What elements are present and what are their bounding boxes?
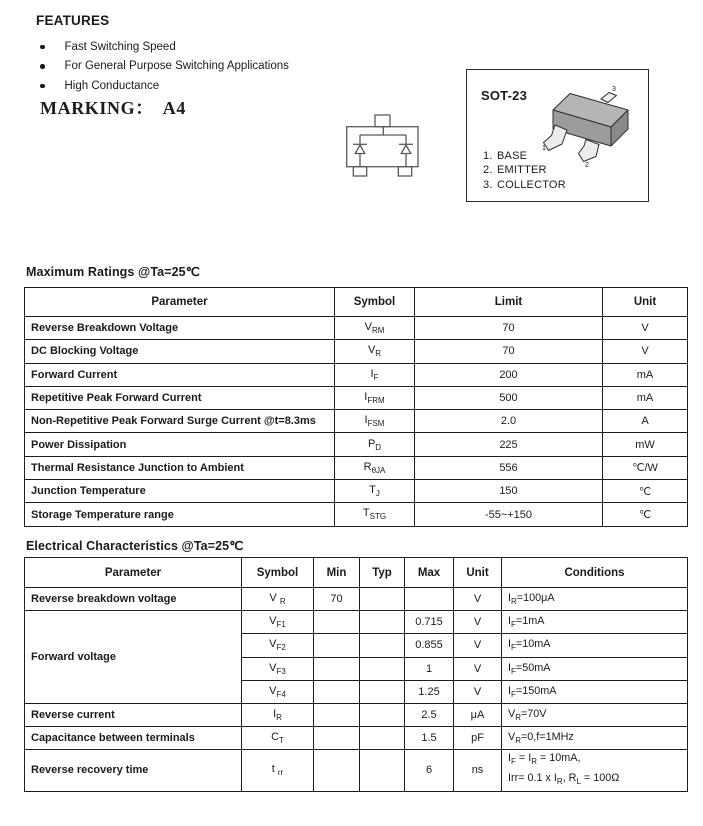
unit-cell: mW (603, 433, 688, 456)
symbol-cell: t $_{rr}$ (242, 750, 314, 791)
pin-number-label: 3 (612, 86, 616, 93)
typ-cell (360, 634, 405, 657)
typ-cell (360, 611, 405, 634)
unit-cell: V (454, 657, 502, 680)
conditions-cell: $I_F=150mA$ (502, 680, 688, 703)
marking-label: MARKING： (40, 98, 154, 118)
conditions-cell: $V_R=0,f=1MHz$ (502, 727, 688, 750)
typ-cell (360, 727, 405, 750)
condition-line: $I_F = I_R = 10mA$, (508, 752, 581, 767)
max-ratings-title: Maximum Ratings @Ta=25℃ (26, 265, 200, 279)
limit-cell: 225 (415, 433, 603, 456)
symbol-cell: $V_R$ (335, 340, 415, 363)
symbol-cell: $C_T$ (242, 727, 314, 750)
typ-cell (360, 680, 405, 703)
min-cell (314, 634, 360, 657)
table-row (25, 727, 688, 750)
pin-number: 2. (483, 164, 493, 177)
bullet-icon (40, 45, 45, 50)
parameter-cell: Reverse recovery time (25, 750, 242, 791)
features-list (36, 37, 289, 96)
parameter-cell: DC Blocking Voltage (25, 340, 335, 363)
unit-cell: ℃ (603, 480, 688, 503)
symbol-cell: $I_{FSM}$ (335, 410, 415, 433)
pin-label: COLLECTOR (497, 178, 566, 191)
parameter-cell: Storage Temperature range (25, 503, 335, 526)
min-cell (314, 750, 360, 791)
feature-text: High Conductance (64, 79, 160, 92)
parameter-cell: Forward Current (25, 363, 335, 386)
symbol-cell: $I_{FRM}$ (335, 386, 415, 409)
conditions-cell: $I_F=50mA$ (502, 657, 688, 680)
symbol-cell: $I_F$ (335, 363, 415, 386)
package-name: SOT-23 (481, 88, 527, 103)
table-row (25, 386, 688, 409)
symbol-cell: V $_R$ (242, 588, 314, 611)
limit-cell: 500 (415, 386, 603, 409)
pin-number: 3. (483, 178, 493, 191)
column-header: Symbol (335, 288, 415, 317)
unit-cell: pF (454, 727, 502, 750)
features-section (36, 13, 289, 96)
unit-cell: V (454, 588, 502, 611)
parameter-cell: Non-Repetitive Peak Forward Surge Current @t=8.3ms (25, 410, 335, 433)
list-item (36, 37, 289, 57)
table-header-row (25, 288, 688, 317)
electrical-title: Electrical Characteristics @Ta=25℃ (26, 539, 244, 553)
column-header: Unit (454, 558, 502, 588)
symbol-cell: $V_{F3}$ (242, 657, 314, 680)
parameter-cell: Repetitive Peak Forward Current (25, 386, 335, 409)
conditions-cell (502, 750, 688, 791)
max-cell (405, 588, 454, 611)
parameter-cell: Reverse Breakdown Voltage (25, 317, 335, 340)
pin-definition (483, 149, 566, 163)
symbol-cell: $R_{\theta JA}$ (335, 456, 415, 479)
table-row (25, 750, 688, 791)
symbol-cell: $P_D$ (335, 433, 415, 456)
unit-cell: ns (454, 750, 502, 791)
bullet-icon (40, 84, 45, 89)
parameter-cell: Capacitance between terminals (25, 727, 242, 750)
parameter-cell: Thermal Resistance Junction to Ambient (25, 456, 335, 479)
parameter-cell: Forward voltage (25, 611, 242, 704)
table-row (25, 433, 688, 456)
features-title: FEATURES (36, 13, 110, 28)
unit-cell: mA (603, 386, 688, 409)
limit-cell: 70 (415, 340, 603, 363)
column-header: Parameter (25, 288, 335, 317)
symbol-cell: $V_{F2}$ (242, 634, 314, 657)
unit-cell: ℃ (603, 503, 688, 526)
max-cell: 1.5 (405, 727, 454, 750)
min-cell (314, 611, 360, 634)
parameter-cell: Power Dissipation (25, 433, 335, 456)
feature-text: Fast Switching Speed (64, 40, 176, 53)
unit-cell: V (603, 340, 688, 363)
column-header: Max (405, 558, 454, 588)
table-row (25, 588, 688, 611)
conditions-cell: $I_F=10mA$ (502, 634, 688, 657)
column-header: Conditions (502, 558, 688, 588)
dual-diode-schematic-icon (340, 108, 435, 188)
pin-number-label: 2 (585, 162, 589, 169)
condition-line: Irr= 0.1 x $I_R$, $R_L = 100\Omega$ (508, 772, 620, 787)
typ-cell (360, 657, 405, 680)
unit-cell: ℃/W (603, 456, 688, 479)
parameter-cell: Reverse breakdown voltage (25, 588, 242, 611)
max-cell: 1.25 (405, 680, 454, 703)
typ-cell (360, 703, 405, 726)
min-cell (314, 657, 360, 680)
unit-cell: V (454, 634, 502, 657)
bullet-icon (40, 64, 45, 69)
column-header: Limit (415, 288, 603, 317)
max-cell: 2.5 (405, 703, 454, 726)
column-header: Min (314, 558, 360, 588)
unit-cell: V (454, 680, 502, 703)
pin-legend (483, 149, 566, 192)
min-cell (314, 680, 360, 703)
pin-definition (483, 178, 566, 192)
list-item (36, 76, 289, 96)
limit-cell: 150 (415, 480, 603, 503)
table-row (25, 363, 688, 386)
conditions-cell: $I_F=1mA$ (502, 611, 688, 634)
symbol-cell: $T_{STG}$ (335, 503, 415, 526)
unit-cell: V (454, 611, 502, 634)
symbol-cell: $I_R$ (242, 703, 314, 726)
table-row (25, 503, 688, 526)
limit-cell: 556 (415, 456, 603, 479)
limit-cell: 70 (415, 317, 603, 340)
limit-cell: 2.0 (415, 410, 603, 433)
column-header: Parameter (25, 558, 242, 588)
typ-cell (360, 750, 405, 791)
table-row (25, 317, 688, 340)
max-cell: 6 (405, 750, 454, 791)
min-cell (314, 727, 360, 750)
table-row (25, 480, 688, 503)
pin-label: BASE (497, 150, 528, 162)
min-cell (314, 703, 360, 726)
min-cell: 70 (314, 588, 360, 611)
conditions-cell: $V_R=70V$ (502, 703, 688, 726)
table-header-row (25, 558, 688, 588)
pin-definition (483, 163, 566, 177)
max-ratings-table (24, 287, 688, 527)
unit-cell: mA (603, 363, 688, 386)
limit-cell: -55~+150 (415, 503, 603, 526)
feature-text: For General Purpose Switching Applications (64, 60, 289, 73)
table-row (25, 340, 688, 363)
column-header: Unit (603, 288, 688, 317)
marking-value: A4 (162, 98, 186, 118)
parameter-cell: Junction Temperature (25, 480, 335, 503)
limit-cell: 200 (415, 363, 603, 386)
conditions-cell: $I_R=100\mu A$ (502, 588, 688, 611)
parameter-cell: Reverse current (25, 703, 242, 726)
marking-line (40, 94, 186, 120)
pin-number-label: 1 (542, 145, 546, 152)
max-cell: 1 (405, 657, 454, 680)
unit-cell: μA (454, 703, 502, 726)
table-row (25, 611, 688, 634)
symbol-cell: $V_{RM}$ (335, 317, 415, 340)
list-item (36, 57, 289, 77)
table-row (25, 703, 688, 726)
table-row (25, 410, 688, 433)
symbol-cell: $V_{F1}$ (242, 611, 314, 634)
package-box (466, 69, 649, 202)
column-header: Symbol (242, 558, 314, 588)
typ-cell (360, 588, 405, 611)
max-cell: 0.855 (405, 634, 454, 657)
symbol-cell: $T_J$ (335, 480, 415, 503)
unit-cell: A (603, 410, 688, 433)
electrical-table (24, 557, 688, 792)
table-row (25, 456, 688, 479)
column-header: Typ (360, 558, 405, 588)
max-cell: 0.715 (405, 611, 454, 634)
pin-label: EMITTER (497, 164, 547, 177)
symbol-cell: $V_{F4}$ (242, 680, 314, 703)
pin-number: 1. (483, 150, 493, 162)
unit-cell: V (603, 317, 688, 340)
